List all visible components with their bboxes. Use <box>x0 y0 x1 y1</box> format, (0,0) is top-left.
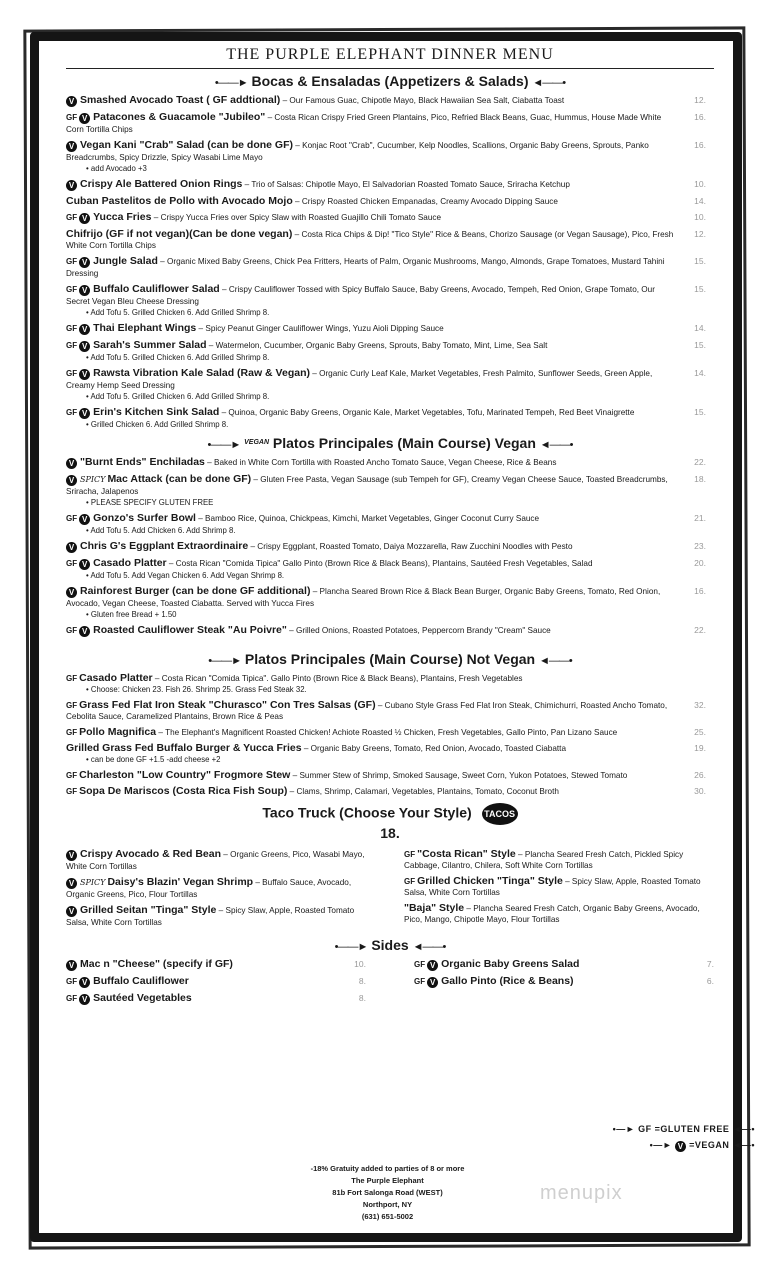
item-price: 22. <box>694 457 706 467</box>
item-description: – Bamboo Rice, Quinoa, Chickpeas, Kimchi, Market Vegetables, Ginger Coconut Curry Sauce <box>195 514 540 523</box>
item-name: Jungle Salad <box>93 255 158 267</box>
spicy-tag: SPICY <box>80 475 106 484</box>
item-description: – Crispy Yucca Fries over Spicy Slaw with Roasted Guajillo Chili Tomato Sauce <box>151 213 442 222</box>
item-price: 23. <box>694 541 706 551</box>
vegan-mark-icon: V <box>79 285 90 296</box>
vegan-mark-icon: V <box>66 458 77 469</box>
item-price: 25. <box>694 727 706 737</box>
item-description: – Spicy Peanut Ginger Cauliflower Wings, Yuzu Aioli Dipping Sauce <box>196 324 444 333</box>
vegan-mark-icon: V <box>79 113 90 124</box>
menu-item <box>66 727 714 738</box>
gluten-free-badge: GF <box>66 728 78 737</box>
gluten-free-badge: GF <box>66 787 78 796</box>
sides-columns <box>66 959 714 1010</box>
section-vegan-heading <box>66 435 714 451</box>
item-name: Yucca Fries <box>93 211 152 223</box>
item-name: Cuban Pastelitos de Pollo with Avocado Mojo <box>66 195 293 207</box>
bocas-list <box>66 95 714 430</box>
item-price: 10. <box>694 212 706 222</box>
gluten-free-badge: GF <box>66 257 78 266</box>
item-description: – Quinoa, Organic Baby Greens, Organic Kale, Market Vegetables, Tofu, Marinated Tempeh, Red Beet Vinaigrette <box>219 408 635 417</box>
vegan-mark-icon: V <box>79 369 90 380</box>
vegan-mark-icon: V <box>79 994 90 1005</box>
menu-item <box>414 959 714 971</box>
item-description: – Costa Rican "Comida Tipica". Gallo Pinto (Brown Rice & Black Beans), Plantains, Fresh Vegetables <box>152 674 523 683</box>
footer <box>0 1163 775 1223</box>
menu-item <box>66 849 376 872</box>
item-name: Sarah's Summer Salad <box>93 339 207 351</box>
item-name: Sautéed Vegetables <box>93 992 192 1004</box>
footer-gratuity: -18% Gratuity added to parties of 8 or more <box>310 1164 465 1173</box>
item-addon: • Add Tofu 5. Add Chicken 6. Add Shrimp 8. <box>86 526 236 535</box>
item-name: Daisy's Blazin' Vegan Shrimp <box>107 876 254 888</box>
arrow-left-icon: ◄——• <box>532 77 566 89</box>
vegan-mark-icon: V <box>79 257 90 268</box>
item-price: 14. <box>694 323 706 333</box>
item-name: Mac Attack (can be done GF) <box>107 473 252 485</box>
menu-item <box>66 212 714 224</box>
item-price: 8. <box>358 976 366 986</box>
item-price: 21. <box>694 513 706 523</box>
vegan-mark-icon: V <box>427 977 438 988</box>
menu-item <box>404 876 714 898</box>
menu-item <box>66 407 714 430</box>
item-name: Patacones & Guacamole "Jubileo" <box>93 111 266 123</box>
arrow-right-icon: •——► <box>334 941 368 953</box>
vegan-mark-icon: V <box>66 878 77 889</box>
menu-item <box>66 877 376 900</box>
gluten-free-badge: GF <box>66 771 78 780</box>
arrow-right-icon: •—► <box>649 1140 673 1150</box>
vegan-mark-icon: V <box>675 1141 686 1152</box>
menu-item <box>66 340 714 363</box>
gluten-free-badge: GF <box>66 977 78 986</box>
item-description: – Plancha Seared Fresh Catch, Pickled Spicy Cabbage, Cilantro, Chilera, Soft White Corn Tortillas <box>404 850 684 870</box>
gluten-free-badge: GF <box>414 977 426 986</box>
menu-item <box>66 558 714 581</box>
item-name: Charleston "Low Country" Frogmore Stew <box>79 769 291 781</box>
item-addon: • add Avocado +3 <box>86 164 147 173</box>
legend-gf <box>613 1124 755 1134</box>
arrow-right-icon: •—► <box>612 1124 636 1134</box>
vegan-mark-icon: V <box>79 213 90 224</box>
spicy-tag: SPICY <box>80 878 106 887</box>
arrow-right-icon: •——► <box>207 439 241 451</box>
item-description: – Spicy Slaw, Apple, Roasted Tomato Salsa, White Corn Tortillas <box>66 906 355 927</box>
vegan-mark-icon: V <box>66 906 77 917</box>
vegan-mark-icon: V <box>79 514 90 525</box>
arrow-right-icon: •——► <box>214 77 248 89</box>
item-description: – Grilled Onions, Roasted Potatoes, Peppercorn Brandy "Cream" Sauce <box>286 626 551 635</box>
item-description: – Crispy Cauliflower Tossed with Spicy Buffalo Sauce, Baby Greens, Avocado, Tempeh, Red Onion, Grape Tomato, Our Secret Vegan Bleu Cheese Dressing <box>66 285 655 306</box>
menu-item <box>66 513 714 536</box>
item-description: – Costa Rican Crispy Fried Green Plantains, Pico, Refried Black Beans, Guac, Hummus, House Made White Corn Tortilla Chips <box>66 113 662 134</box>
sides-left-list <box>66 959 366 1010</box>
gluten-free-badge: GF <box>66 369 78 378</box>
section-bocas-title: Bocas & Ensaladas (Appetizers & Salads) <box>251 73 529 89</box>
item-description: – Gluten Free Pasta, Vegan Sausage (sub Tempeh for GF), Creamy Vegan Cheese Sauce, Toasted Breadcrumbs, Sriracha, Jalapenos <box>66 475 668 496</box>
vegan-mark-icon: V <box>79 559 90 570</box>
item-description: – Organic Mixed Baby Greens, Chick Pea Fritters, Hearts of Palm, Organic Mushrooms, Mango, Almonds, Grape Tomatoes, Mustard Tahini Dressing <box>66 257 665 278</box>
gluten-free-badge: GF <box>66 514 78 523</box>
item-description: – Trio of Salsas: Chipotle Mayo, El Salvadorian Roasted Tomato Sauce, Sriracha Ketchup <box>242 180 570 189</box>
item-addon: • PLEASE SPECIFY GLUTEN FREE <box>86 498 214 507</box>
arrow-left-icon: ◄——• <box>412 941 446 953</box>
item-price: 15. <box>694 284 706 294</box>
menu-item <box>66 976 366 988</box>
item-name: Gonzo's Surfer Bowl <box>93 512 196 524</box>
item-name: "Costa Rican" Style <box>417 848 516 860</box>
item-price: 26. <box>694 770 706 780</box>
item-addon: • Add Tofu 5. Grilled Chicken 6. Add Grilled Shrimp 8. <box>86 308 270 317</box>
menu-item <box>66 229 714 251</box>
vegan-mark-icon: V <box>79 341 90 352</box>
vegan-mark-icon: V <box>79 408 90 419</box>
item-name: Crispy Avocado & Red Bean <box>80 848 222 860</box>
item-price: 19. <box>694 743 706 753</box>
vegan-mark-icon: V <box>66 850 77 861</box>
menu-item <box>66 673 714 695</box>
vegan-mark-icon: V <box>79 324 90 335</box>
item-name: Thai Elephant Wings <box>93 322 197 334</box>
item-name: Vegan Kani "Crab" Salad (can be done GF) <box>80 139 293 151</box>
item-description: – Crispy Eggplant, Roasted Tomato, Daiya Mozzarella, Raw Zucchini Noodles with Pesto <box>248 542 573 551</box>
menu-item <box>66 368 714 402</box>
item-name: Sopa De Mariscos (Costa Rica Fish Soup) <box>79 785 288 797</box>
item-description: – Clams, Shrimp, Calamari, Vegetables, Plantains, Tomato, Coconut Broth <box>287 787 559 796</box>
taco-right-list <box>404 849 714 933</box>
item-addon: • Grilled Chicken 6. Add Grilled Shrimp 8. <box>86 420 229 429</box>
tacos-logo-icon: TACOS <box>482 803 518 825</box>
item-price: 22. <box>694 625 706 635</box>
item-name: Buffalo Cauliflower <box>93 975 189 987</box>
section-sides-heading <box>66 937 714 953</box>
item-name: Grilled Grass Fed Buffalo Burger & Yucca Fries <box>66 742 302 754</box>
item-addon: • Add Tofu 5. Grilled Chicken 6. Add Grilled Shrimp 8. <box>86 353 270 362</box>
item-description: – Cubano Style Grass Fed Flat Iron Steak, Chimichurri, Roasted Ancho Tomato, Cebolita Sauce, Caramelized Plantains, Brown Rice & Peas <box>66 701 668 721</box>
menu-page <box>66 46 714 1010</box>
item-description: – Crispy Roasted Chicken Empanadas, Creamy Avocado Dipping Sauce <box>292 197 558 206</box>
item-description: – Organic Curly Leaf Kale, Market Vegetables, Fresh Palmito, Sunflower Seeds, Green Apple, Creamy Hemp Seed Dressing <box>66 369 653 390</box>
footer-city: Northport, NY <box>362 1200 413 1209</box>
item-name: Gallo Pinto (Rice & Beans) <box>441 975 574 987</box>
item-description: – Plancha Seared Fresh Catch, Organic Baby Greens, Avocado, Pico, Mango, Chipotle Mayo, Flour Tortillas <box>404 904 700 924</box>
menu-item <box>66 541 714 553</box>
vegan-mark-icon: V <box>66 587 77 598</box>
vegan-mark-icon: V <box>66 475 77 486</box>
vegan-list <box>66 457 714 637</box>
vegan-mark-icon: V <box>66 960 77 971</box>
item-addon: • Choose: Chicken 23. Fish 26. Shrimp 25. Grass Fed Steak 32. <box>86 685 307 694</box>
menu-item <box>66 770 714 781</box>
item-price: 15. <box>694 256 706 266</box>
gluten-free-badge: GF <box>66 408 78 417</box>
item-price: 10. <box>694 179 706 189</box>
item-price: 7. <box>706 959 714 969</box>
menu-item <box>66 457 714 469</box>
menu-item <box>66 586 714 620</box>
vegan-tag: VEGAN <box>244 439 270 446</box>
item-name: Roasted Cauliflower Steak "Au Poivre" <box>93 624 287 636</box>
item-price: 16. <box>694 112 706 122</box>
item-price: 18. <box>694 474 706 484</box>
item-addon: • can be done GF +1.5 -add cheese +2 <box>86 755 221 764</box>
item-price: 6. <box>706 976 714 986</box>
gluten-free-badge: GF <box>404 850 416 859</box>
gluten-free-badge: GF <box>66 994 78 1003</box>
vegan-mark-icon: V <box>79 977 90 988</box>
item-name: "Burnt Ends" Enchiladas <box>80 456 205 468</box>
section-taco-title: Taco Truck (Choose Your Style) <box>262 804 472 821</box>
vegan-mark-icon: V <box>66 96 77 107</box>
item-name: Rainforest Burger (can be done GF additional) <box>80 585 311 597</box>
item-description: – Plancha Seared Brown Rice & Black Bean Burger, Organic Baby Greens, Tomato, Red Onion, Avocado, Vegan Cheese, Toasted Ciabatta. Served with Yucca Fires <box>66 587 661 608</box>
taco-columns <box>66 849 714 933</box>
footer-address: 81b Fort Salonga Road (WEST) <box>332 1188 443 1197</box>
item-description: – Spicy Slaw, Apple, Roasted Tomato Salsa, White Corn Tortillas <box>404 877 701 897</box>
item-name: Erin's Kitchen Sink Salad <box>93 406 220 418</box>
arrow-left-icon: ◄——• <box>538 655 572 667</box>
section-sides-title: Sides <box>371 937 409 953</box>
menu-item <box>66 993 366 1005</box>
section-vegan-title: Platos Principales (Main Course) Vegan <box>272 435 536 451</box>
gluten-free-badge: GF <box>66 324 78 333</box>
gluten-free-badge: GF <box>66 341 78 350</box>
menu-item <box>66 95 714 107</box>
arrow-left-icon: ◄—• <box>732 1140 755 1150</box>
item-description: – Organic Greens, Pico, Wasabi Mayo, White Corn Tortillas <box>66 850 365 871</box>
notvegan-list <box>66 673 714 797</box>
menu-title: THE PURPLE ELEPHANT DINNER MENU <box>226 46 554 63</box>
item-name: Crispy Ale Battered Onion Rings <box>80 178 243 190</box>
item-description: – Watermelon, Cucumber, Organic Baby Greens, Sprouts, Baby Tomato, Mint, Lime, Sea Salt <box>206 341 548 350</box>
menu-item <box>414 976 714 988</box>
section-notvegan-heading <box>66 651 714 667</box>
taco-price: 18. <box>380 825 400 841</box>
arrow-left-icon: ◄——• <box>539 439 573 451</box>
gluten-free-badge: GF <box>66 674 78 683</box>
item-description: – Buffalo Sauce, Avocado, Organic Greens, Pico, Flour Tortillas <box>66 878 352 899</box>
item-name: Organic Baby Greens Salad <box>441 958 580 970</box>
section-taco-heading <box>66 803 714 825</box>
item-price: 16. <box>694 140 706 150</box>
taco-left-list <box>66 849 376 933</box>
item-name: Smashed Avocado Toast ( GF addtional) <box>80 94 281 106</box>
item-description: – The Elephant's Magnificent Roasted Chicken! Achiote Roasted ½ Chicken, Fresh Vegetables, Gallo Pinto, Pan Lizano Sauce <box>156 728 618 737</box>
item-addon: • Add Tofu 5. Grilled Chicken 6. Add Grilled Shrimp 8. <box>86 392 270 401</box>
arrow-left-icon: ◄—• <box>732 1124 755 1134</box>
item-name: Chris G's Eggplant Extraordinaire <box>80 540 249 552</box>
gluten-free-badge: GF <box>66 701 78 710</box>
vegan-mark-icon: V <box>427 960 438 971</box>
item-price: 14. <box>694 368 706 378</box>
gluten-free-badge: GF <box>414 960 426 969</box>
menu-item <box>404 903 714 925</box>
vegan-mark-icon: V <box>66 542 77 553</box>
vegan-mark-icon: V <box>79 626 90 637</box>
title-rule <box>66 68 714 69</box>
footer-phone: (631) 651-5002 <box>361 1212 414 1221</box>
menu-item <box>66 700 714 722</box>
item-price: 16. <box>694 586 706 596</box>
vegan-mark-icon: V <box>66 141 77 152</box>
legend-gf-text: GF =GLUTEN FREE <box>638 1124 730 1134</box>
item-price: 15. <box>694 407 706 417</box>
gluten-free-badge: GF <box>404 877 416 886</box>
item-price: 30. <box>694 786 706 796</box>
item-description: – Organic Baby Greens, Tomato, Red Onion, Avocado, Toasted Ciabatta <box>301 744 566 753</box>
sides-right-list <box>414 959 714 1010</box>
watermark: menupix <box>540 1182 623 1204</box>
item-name: Casado Platter <box>93 557 167 569</box>
menu-item <box>66 743 714 765</box>
item-name: Buffalo Cauliflower Salad <box>93 283 220 295</box>
item-name: Rawsta Vibration Kale Salad (Raw & Vegan) <box>93 367 310 379</box>
menu-item <box>66 786 714 797</box>
menu-item <box>66 112 714 135</box>
item-addon: • Add Tofu 5. Add Vegan Chicken 6. Add Vegan Shrimp 8. <box>86 571 285 580</box>
legend-vegan-text: =VEGAN <box>689 1140 730 1150</box>
gluten-free-badge: GF <box>66 213 78 222</box>
item-price: 12. <box>694 95 706 105</box>
footer-name: The Purple Elephant <box>351 1176 424 1185</box>
item-description: – Konjac Root "Crab", Cucumber, Kelp Noodles, Scallions, Organic Baby Greens, Sprouts, Panko Breadcrumbs, Spicy Drizzle, Spicy Wasabi Lime Mayo <box>66 141 649 162</box>
menu-item <box>66 179 714 191</box>
item-name: Casado Platter <box>79 672 153 684</box>
menu-item <box>66 284 714 318</box>
item-price: 12. <box>694 229 706 239</box>
item-addon: • Gluten free Bread + 1.50 <box>86 610 177 619</box>
gluten-free-badge: GF <box>66 626 78 635</box>
gluten-free-badge: GF <box>66 113 78 122</box>
item-price: 15. <box>694 340 706 350</box>
item-name: Mac n "Cheese" (specify if GF) <box>80 958 233 970</box>
item-description: – Summer Stew of Shrimp, Smoked Sausage, Sweet Corn, Yukon Potatoes, Stewed Tomato <box>290 771 628 780</box>
vegan-mark-icon: V <box>66 180 77 191</box>
menu-item <box>66 256 714 279</box>
item-price: 32. <box>694 700 706 710</box>
item-description: – Our Famous Guac, Chipotle Mayo, Black Hawaiian Sea Salt, Ciabatta Toast <box>280 96 565 105</box>
item-name: "Baja" Style <box>404 902 465 914</box>
item-name: Grass Fed Flat Iron Steak "Churasco" Con Tres Salsas (GF) <box>79 699 376 711</box>
gluten-free-badge: GF <box>66 559 78 568</box>
section-notvegan-title: Platos Principales (Main Course) Not Vegan <box>244 651 536 667</box>
item-price: 8. <box>358 993 366 1003</box>
menu-item <box>66 140 714 174</box>
menu-item <box>66 905 376 928</box>
item-name: Grilled Chicken "Tinga" Style <box>417 875 563 887</box>
item-price: 10. <box>354 959 366 969</box>
item-price: 14. <box>694 196 706 206</box>
item-price: 20. <box>694 558 706 568</box>
gluten-free-badge: GF <box>66 285 78 294</box>
item-name: Pollo Magnifica <box>79 726 157 738</box>
item-name: Chifrijo (GF if not vegan)(Can be done vegan) <box>66 228 293 240</box>
item-name: Grilled Seitan "Tinga" Style <box>80 904 217 916</box>
menu-item <box>404 849 714 871</box>
menu-item <box>66 323 714 335</box>
legend-vegan <box>650 1140 755 1152</box>
menu-item <box>66 625 714 637</box>
item-description: – Costa Rican "Comida Tipica" Gallo Pinto (Brown Rice & Black Beans), Plantains, Sautéed Fresh Vegetables, Salad <box>166 559 593 568</box>
arrow-right-icon: •——► <box>208 655 242 667</box>
menu-item <box>66 959 366 971</box>
menu-item <box>66 474 714 508</box>
item-description: – Costa Rica Chips & Dip! "Tico Style" Rice & Beans, Chorizo Sausage (or Vegan Sausage), Pico, Fresh White Corn Tortilla Chips <box>66 230 674 250</box>
section-bocas-heading <box>66 73 714 89</box>
menu-item <box>66 196 714 207</box>
item-description: – Baked in White Corn Tortilla with Roasted Ancho Tomato Sauce, Vegan Cheese, Rice & Beans <box>204 458 557 467</box>
